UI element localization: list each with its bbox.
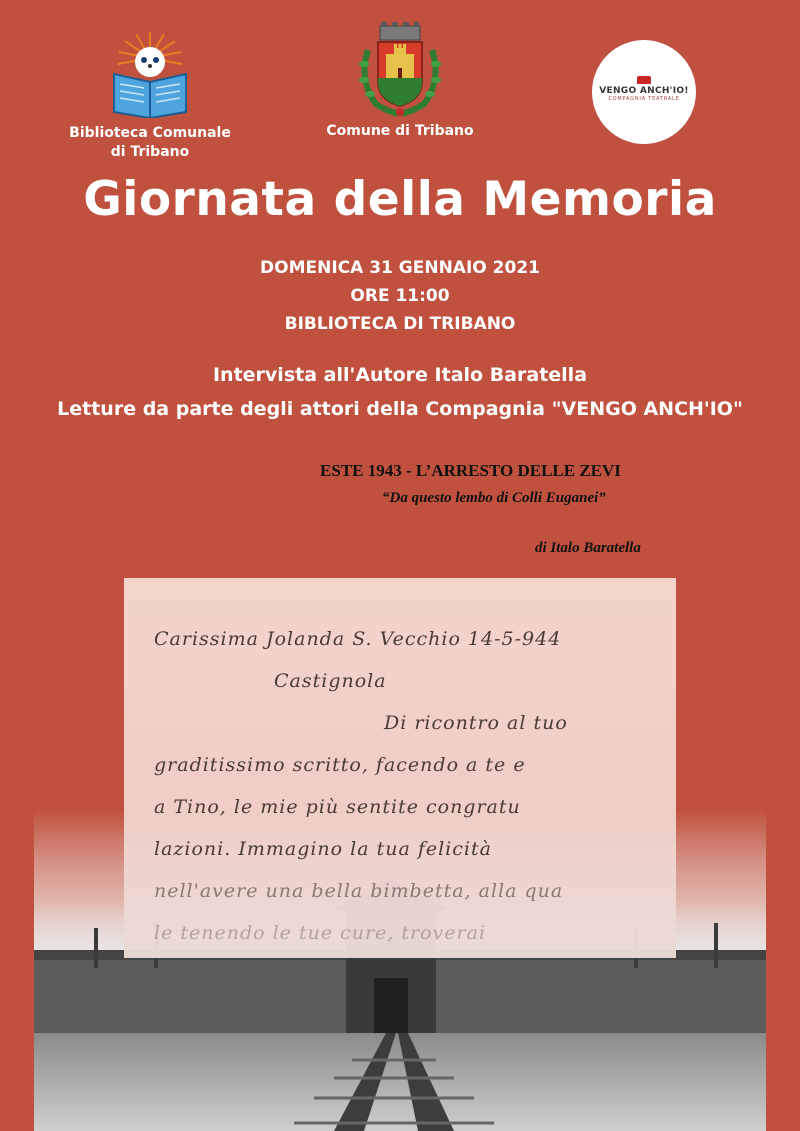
event-place: BIBLIOTECA DI TRIBANO (284, 314, 516, 334)
book-hedgehog-icon (110, 28, 190, 118)
top-hat-icon (637, 76, 651, 84)
letter-line: le tenendo le tue cure, troverai (154, 922, 487, 944)
event-interview: Intervista all'Autore Italo Baratella (212, 364, 588, 386)
vengo-anchio-logo (592, 40, 696, 144)
book-title: ESTE 1943 - L’ARRESTO DELLE ZEVI (320, 461, 621, 480)
letter-line: graditissimo scritto, facendo a te e (154, 754, 526, 776)
event-date: DOMENICA 31 GENNAIO 2021 (260, 258, 540, 278)
letter-line: Castignola (274, 670, 387, 692)
letter-line: Di ricontro al tuo (384, 712, 568, 734)
letter-line: nell'avere una bella bimbetta, alla qua (154, 880, 564, 902)
biblioteca-logo (60, 28, 240, 162)
event-title: Giornata della Memoria (83, 172, 717, 227)
letter-line: a Tino, le mie più sentite congratu (154, 796, 521, 818)
book-author: di Italo Baratella (535, 540, 641, 556)
biblioteca-caption: Biblioteca Comunale di Tribano (69, 125, 231, 160)
letter-and-camp-image (34, 578, 766, 1131)
handwritten-letter (154, 618, 664, 954)
vengo-logo-subtitle: COMPAGNIA TEATRALE (608, 96, 680, 102)
letter-line: lazioni. Immagino la tua felicità (154, 838, 492, 860)
event-readings: Letture da parte degli attori della Compagnia "VENGO ANCH'IO" (57, 398, 743, 420)
vengo-logo-name: VENGO ANCH'IO! (599, 86, 689, 96)
book-subtitle: “Da questo lembo di Colli Euganei” (382, 490, 606, 506)
event-time: ORE 11:00 (350, 286, 450, 306)
letter-line: Carissima Jolanda S. Vecchio 14-5-944 (154, 628, 562, 650)
comune-logo (300, 20, 500, 141)
coat-of-arms-icon (350, 20, 450, 116)
comune-caption: Comune di Tribano (326, 123, 474, 139)
